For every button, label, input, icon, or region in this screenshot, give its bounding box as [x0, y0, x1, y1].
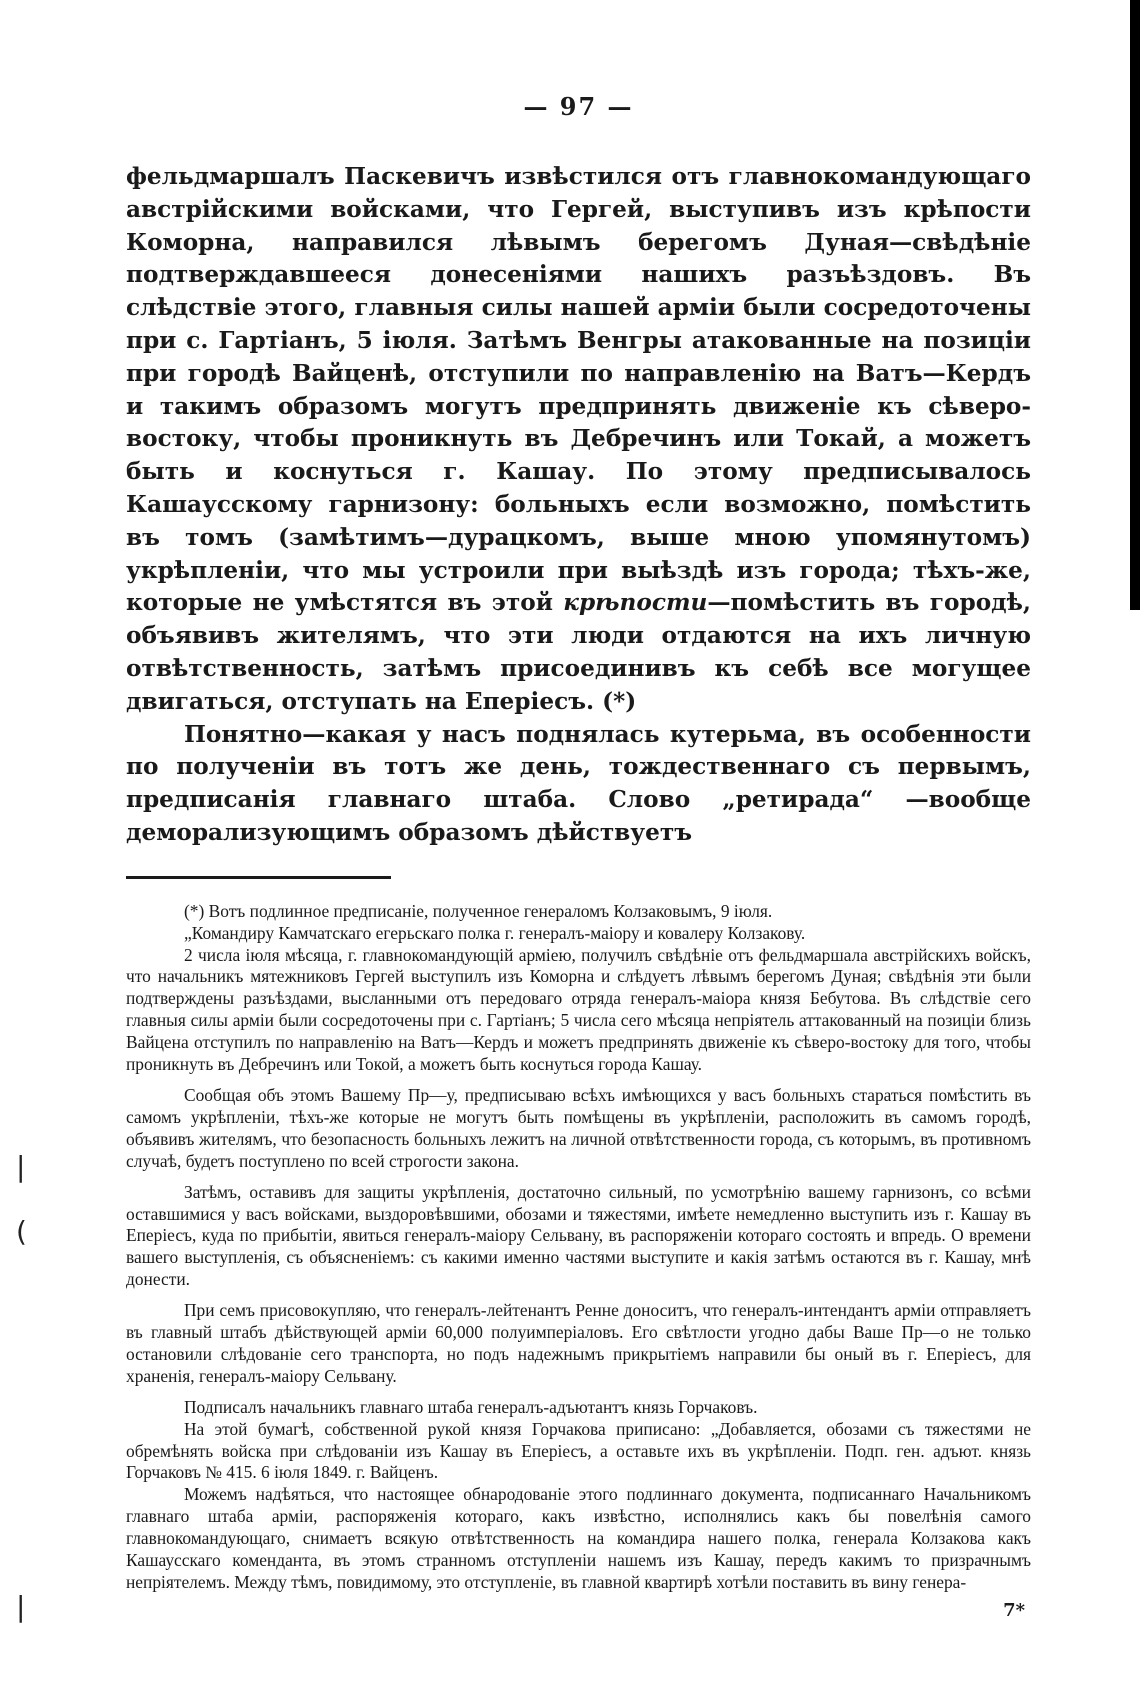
footnote-paragraph: 2 числа іюля мѣсяца, г. главнокомандующій арміею, получилъ свѣдѣніе отъ фельдмаршала австрійскихъ войскъ, что начальникъ мятежниковъ Гергей выступилъ изъ Коморна и слѣдуетъ лѣвымъ берегомъ Дуная; свѣдѣнія эти были подтверждены разъѣздами, высланными отъ передоваго отряда генералъ-маіора князя Бебутова. Въ слѣдствіе сего главныя силы арміи были сосредоточены при с. Гартіанъ; 5 числа сего мѣсяца непріятель аттакованный на позиціи близь Вайцена отступилъ по направленію на Ватъ—Кердъ и можетъ предпринять движеніе къ сѣверо-востоку для того, чтобы проникнуть въ Дебречинъ или Токой, а можетъ быть коснуться города Кашау.	[126, 944, 1031, 1075]
signature-mark: 7*	[1003, 1599, 1025, 1621]
main-text	[126, 161, 1031, 850]
footnote-paragraph: На этой бумагѣ, собственной рукой князя Горчакова приписано: „Добавляется, обозами съ тяжестями не обремѣнять войска при слѣдованіи изъ Кашау въ Еперіесъ, а оставьте ихъ въ укрѣпленіи. Подп. ген. адъют. князь Горчаковъ № 415. 6 іюля 1849. г. Вайценъ.	[126, 1418, 1031, 1483]
main-paragraph	[126, 161, 1031, 719]
footnote-paragraph: При семъ присовокупляю, что генералъ-лейтенантъ Ренне доноситъ, что генералъ-интендантъ арміи отправляетъ въ главный штабъ дѣйствующей арміи 60,000 полуимперіаловъ. Его свѣтлости угодно дабы Ваше Пр—о не только остановили слѣдованіе сего транспорта, но подъ надежнымъ прикрытіемъ направили бы оный въ г. Еперіесъ, для храненія, генералъ-маіору Сельвану.	[126, 1300, 1031, 1386]
footnote-divider	[126, 876, 391, 879]
main-paragraph: Понятно—какая у насъ поднялась кутерьма, въ особенности по полученіи въ тотъ же день, тождественнаго съ первымъ, предписанія главнаго штаба. Слово „ретирада“ —вообще деморализующимъ образомъ дѣйствуетъ	[126, 720, 1031, 846]
footnote-paragraph: (*) Вотъ подлинное предписаніе, полученное генераломъ Колзаковымъ, 9 іюля.	[184, 900, 773, 921]
footnote-paragraph: „Командиру Камчатскаго егерьскаго полка г. генералъ-маіору и ковалеру Колзакову.	[184, 922, 806, 943]
footnote-paragraph: Сообщая объ этомъ Вашему Пр—у, предписываю всѣхъ имѣющихся у васъ больныхъ стараться помѣстить въ самомъ укрѣпленіи, тѣхъ-же которые не могутъ быть помѣщены въ укрѣпленіи, расположить въ самомъ городѣ, объявивъ жителямъ, что безопасность больныхъ лежитъ на личной отвѣтственности города, съ которымъ, въ противномъ случаѣ, будетъ поступлено по всей строгости закона.	[126, 1084, 1031, 1171]
margin-mark: |	[16, 1150, 26, 1183]
scan-edge	[1130, 0, 1140, 610]
text-run: —помѣстить въ городѣ, объявивъ жителямъ, что эти люди отдаются на ихъ личную отвѣтственность, затѣмъ присоединивъ къ себѣ все могущее двигаться, отступать на Еперіесъ. (*)	[126, 589, 1031, 715]
text-run: фельдмаршалъ Паскевичъ извѣстился отъ главнокомандующаго австрійскими войсками, что Гергей, выступивъ изъ крѣпости Коморна, направился лѣвымъ берегомъ Дуная—свѣдѣніе подтверждавшееся донесеніями нашихъ разъѣздовъ. Въ слѣдствіе этого, главныя силы нашей арміи были сосредоточены при с. Гартіанъ, 5 іюля. Затѣмъ Венгры атакованные на позиціи при городѣ Вайценѣ, отступили по направленію на Ватъ—Кердъ и такимъ образомъ могутъ предпринять движеніе къ сѣверо-востоку, чтобы проникнуть въ Дебречинъ или Токай, а можетъ быть и коснуться г. Кашау. По этому предписывалось Кашаусскому гарнизону: больныхъ если возможно, помѣстить въ томъ (замѣтимъ—дурацкомъ, выше мною упомянутомъ) укрѣпленіи, что мы устроили при выѣздѣ изъ города; тѣхъ-же, которые не умѣстятся въ этой	[126, 163, 1031, 617]
margin-mark: |	[16, 1590, 26, 1623]
page-number: — 97 —	[523, 92, 634, 121]
footnote-paragraph: Затѣмъ, оставивъ для защиты укрѣпленія, достаточно сильный, по усмотрѣнію вашему гарнизонъ, со всѣми оставшимися у васъ войсками, выздоровѣвшими, обозами и тяжестями, имѣете немедленно выступить изъ г. Кашау въ Еперіесъ, куда по прибытіи, явиться генералъ-маіору Сельвану, въ распоряженіи котораго состоять и впредь. О времени вашего выступленія, съ объясненіемъ: съ какими именно частями выступите и какія затѣмъ остаются въ г. Кашау, мнѣ донести.	[126, 1181, 1031, 1290]
italic-word: крѣпости	[563, 589, 708, 617]
book-page	[126, 92, 1031, 1621]
footnotes	[126, 901, 1031, 1594]
footnote-paragraph: Подписалъ начальникъ главнаго штаба генералъ-адъютантъ князь Горчаковъ.	[184, 1396, 758, 1417]
footnote-paragraph: Можемъ надѣяться, что настоящее обнародованіе этого подлиннаго документа, подписаннаго Начальникомъ главнаго штаба арміи, распоряженія котораго, какъ извѣстно, исполнялись какъ бы повелѣнія самого главнокомандующаго, снимаетъ всякую отвѣтственность на командира нашего полка, генерала Колзакова какъ Кашаусскаго коменданта, въ этомъ странномъ отступленіи нашемъ изъ Кашау, передъ какимъ то призрачнымъ непріятелемъ. Между тѣмъ, повидимому, это отступленіе, въ главной квартирѣ хотѣли поставить въ вину генера-	[126, 1484, 1031, 1593]
margin-mark: (	[16, 1215, 27, 1248]
